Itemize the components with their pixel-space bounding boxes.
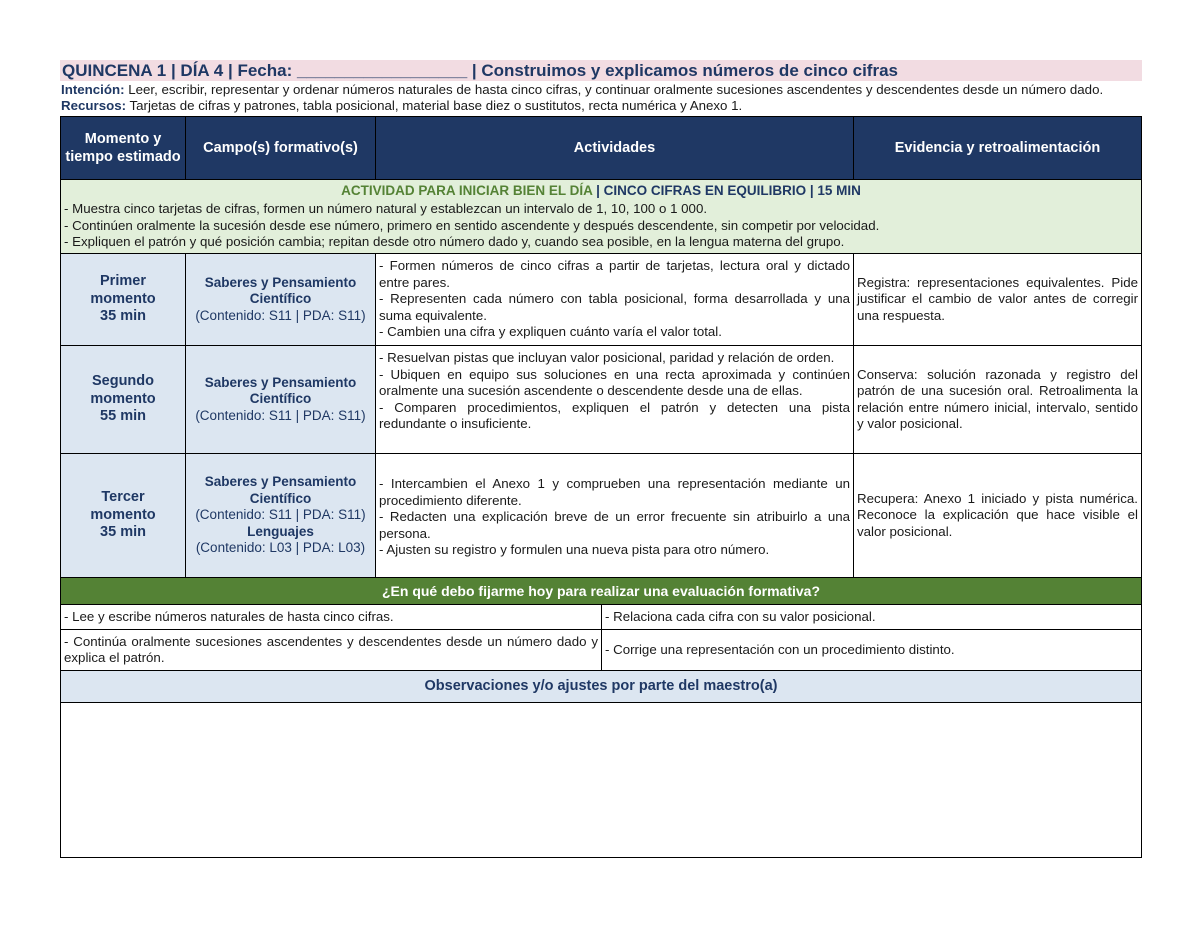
evaluation-item: - Relaciona cada cifra con su valor posicional.	[605, 608, 876, 624]
intencion-label: Intención:	[61, 82, 125, 97]
activity-line: - Ajusten su registro y formulen una nueva pista para otro número.	[379, 542, 770, 558]
starter-cell	[61, 180, 1142, 254]
moment-time: 55 min	[100, 408, 146, 425]
moment-time: 35 min	[100, 524, 146, 541]
activity-line: - Ubiquen en equipo sus soluciones en una recta aproximada y continúen oralmente una sucesión ascendente o descendente desde una de ellas.	[379, 366, 850, 398]
actividades-cell	[376, 254, 854, 346]
plan-table	[60, 116, 1142, 858]
observations-header-row	[61, 671, 1142, 703]
recursos-text: Tarjetas de cifras y patrones, tabla posicional, material base diez o sustitutos, recta numérica y Anexo 1.	[126, 98, 743, 113]
table-header-row	[61, 117, 1142, 180]
moment-cell	[61, 254, 186, 346]
moment-name: Tercer	[101, 489, 145, 506]
campo-name: Saberes y Pensamiento Científico	[204, 474, 357, 506]
moment-cell	[61, 346, 186, 454]
campo-cell	[186, 346, 376, 454]
observations-input-area[interactable]	[61, 703, 1142, 858]
moment-word: momento	[90, 390, 156, 407]
lesson-plan-page	[60, 60, 1142, 858]
moment-cell	[61, 454, 186, 578]
page-title: QUINCENA 1 | DÍA 4 | Fecha: __________________ | Construimos y explicamos números de cinco cifras	[60, 60, 1142, 81]
evaluation-item: - Lee y escribe números naturales de hasta cinco cifras.	[61, 605, 602, 629]
activity-line: - Intercambien el Anexo 1 y comprueben una representación mediante un procedimiento diferente.	[379, 476, 850, 508]
evaluation-row	[61, 630, 1142, 671]
activity-line: - Cambien una cifra y expliquen cuánto varía el valor total.	[379, 324, 722, 339]
activity-line: - Representen cada número con tabla posicional, forma desarrollada y una suma equivalente.	[379, 291, 850, 323]
evaluation-row-cell	[61, 630, 1142, 671]
starter-line: - Continúen oralmente la sucesión desde ese número, primero en sentido ascendente y después descendente, sin competir por velocidad.	[64, 217, 880, 233]
starter-title	[64, 183, 1138, 200]
starter-line: - Expliquen el patrón y qué posición cambia; repitan desde otro número dado y, cuando sea posible, en la lengua materna del grupo.	[64, 234, 845, 249]
evaluation-row	[61, 605, 1142, 630]
campo2-content: (Contenido: L03 | PDA: L03)	[195, 540, 366, 556]
observations-title: Observaciones y/o ajustes por parte del maestro(a)	[61, 671, 1142, 703]
col-header-momento: Momento y tiempo estimado	[61, 117, 186, 180]
starter-row	[61, 180, 1142, 254]
activity-line: - Comparen procedimientos, expliquen el patrón y detecten una pista redundante o insuficiente.	[379, 399, 850, 431]
intencion-text: Leer, escribir, representar y ordenar números naturales de hasta cinco cifras, y continuar oralmente sucesiones ascendentes y descendentes desde un número dado.	[124, 82, 1104, 97]
evidencia-cell: Conserva: solución razonada y registro del patrón de una sucesión oral. Retroalimenta la relación entre número inicial, intervalo, sentido y valor posicional.	[854, 346, 1142, 454]
starter-line: - Muestra cinco tarjetas de cifras, formen un número natural y establezcan un intervalo de 1, 10, 100 o 1 000.	[64, 201, 708, 216]
campo2-name: Lenguajes	[247, 523, 314, 539]
evaluation-row-cell	[61, 605, 1142, 630]
campo-cell	[186, 454, 376, 578]
starter-title-rest: | CINCO CIFRAS EN EQUILIBRIO | 15 MIN	[592, 182, 861, 198]
campo-name: Saberes y Pensamiento Científico	[204, 374, 357, 407]
campo-content: (Contenido: S11 | PDA: S11)	[195, 407, 366, 423]
activity-line: - Redacten una explicación breve de un error frecuente sin atribuirlo a una persona.	[379, 509, 850, 541]
evaluation-item: - Continúa oralmente sucesiones ascendentes y descendentes desde un número dado y explica el patrón.	[61, 630, 602, 670]
actividades-cell	[376, 454, 854, 578]
intro-paragraph	[60, 82, 1142, 114]
moment-name: Primer	[100, 273, 146, 290]
observations-row	[61, 703, 1142, 858]
activity-line: - Formen números de cinco cifras a partir de tarjetas, lectura oral y dictado entre pares.	[379, 258, 850, 290]
starter-title-green: ACTIVIDAD PARA INICIAR BIEN EL DÍA	[341, 182, 593, 198]
campo-name: Saberes y Pensamiento Científico	[204, 274, 357, 307]
campo-content: (Contenido: S11 | PDA: S11)	[195, 307, 366, 323]
moment-row-1	[61, 254, 1142, 346]
campo-content: (Contenido: S11 | PDA: S11)	[195, 507, 366, 523]
moment-word: momento	[90, 506, 156, 523]
evaluation-title: ¿En qué debo fijarme hoy para realizar una evaluación formativa?	[61, 578, 1142, 605]
moment-row-2	[61, 346, 1142, 454]
evaluation-header-row	[61, 578, 1142, 605]
activity-line: - Resuelvan pistas que incluyan valor posicional, paridad y relación de orden.	[379, 350, 835, 365]
col-header-campo: Campo(s) formativo(s)	[186, 117, 376, 180]
col-header-evidencia: Evidencia y retroalimentación	[854, 117, 1142, 180]
moment-time: 35 min	[100, 308, 146, 325]
recursos-label: Recursos:	[61, 98, 127, 113]
moment-row-3	[61, 454, 1142, 578]
campo-cell	[186, 254, 376, 346]
evidencia-cell: Registra: representaciones equivalentes. Pide justificar el cambio de valor antes de corregir una respuesta.	[854, 254, 1142, 346]
moment-name: Segundo	[91, 373, 155, 390]
col-header-actividades: Actividades	[376, 117, 854, 180]
actividades-cell	[376, 346, 854, 454]
evaluation-item: - Corrige una representación con un procedimiento distinto.	[605, 641, 955, 657]
moment-word: momento	[90, 290, 156, 307]
evidencia-cell: Recupera: Anexo 1 iniciado y pista numérica. Reconoce la explicación que hace visible el valor posicional.	[854, 454, 1142, 578]
